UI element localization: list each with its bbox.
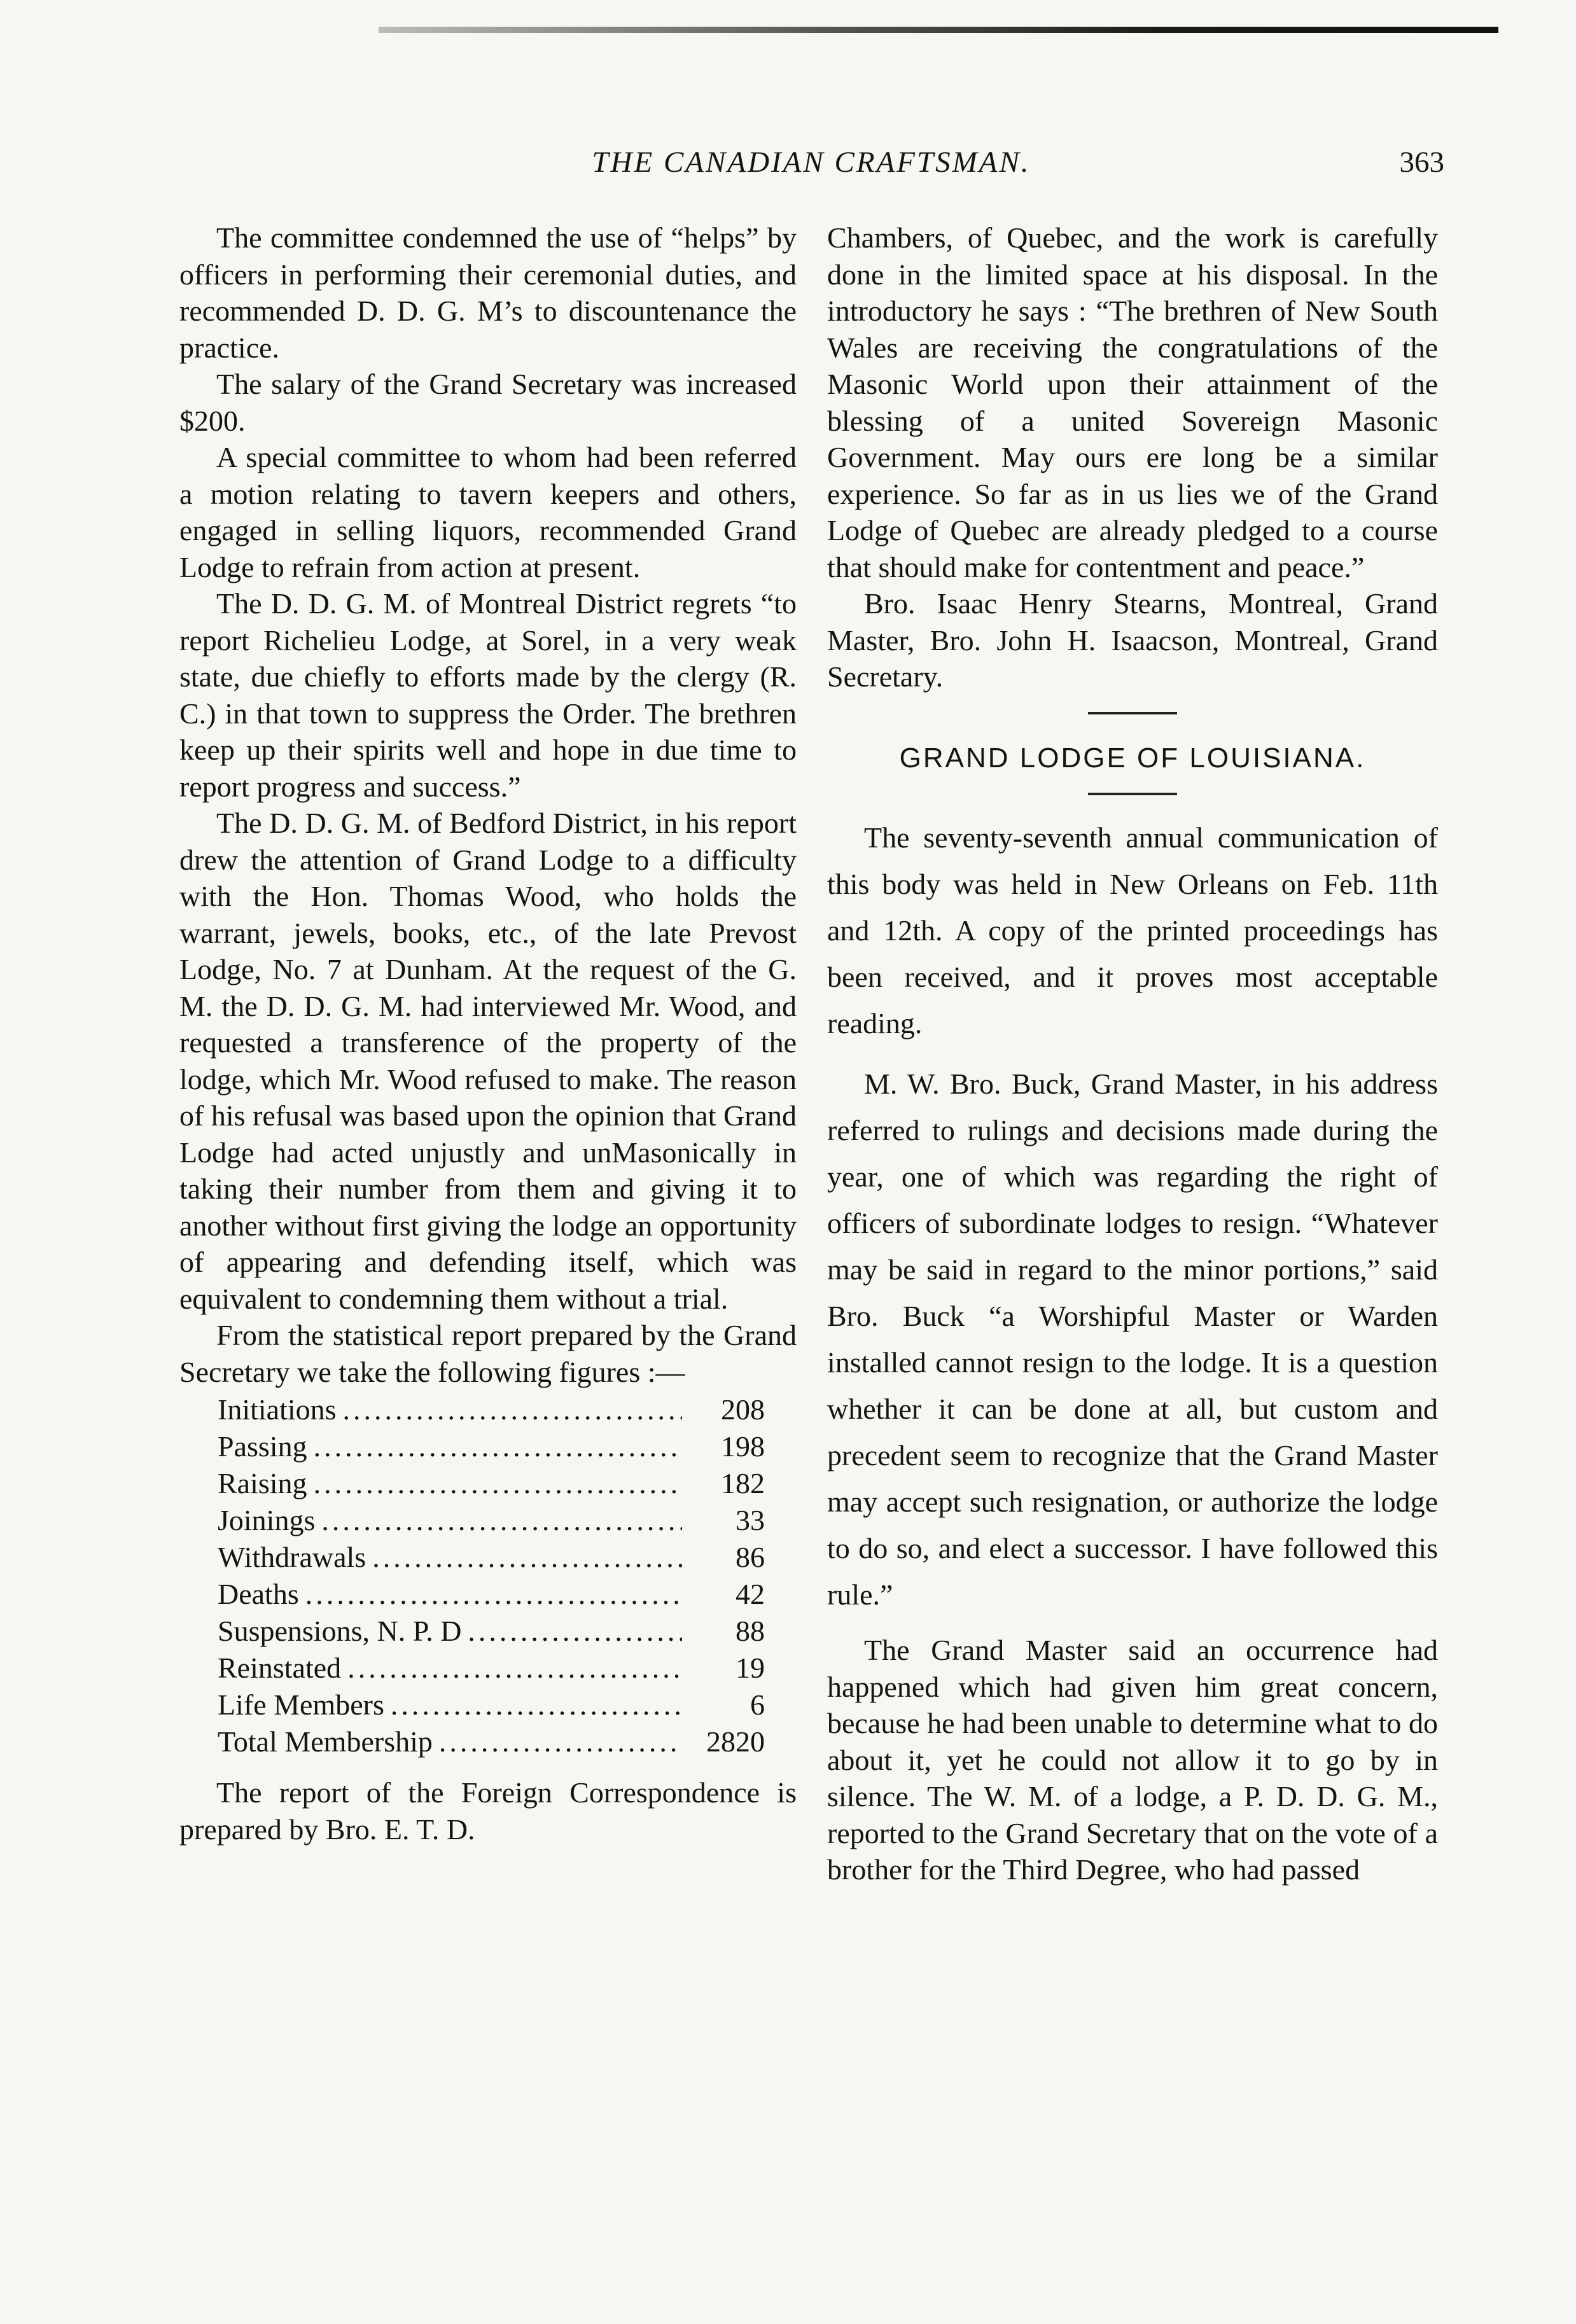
stat-value: 19 (736, 1652, 765, 1684)
stat-label: Passing (218, 1430, 307, 1463)
stat-label: Initiations (218, 1393, 337, 1426)
stat-value: 182 (721, 1467, 765, 1499)
stat-row (218, 1576, 765, 1613)
leader-dots (439, 1723, 682, 1760)
leader-dots (305, 1576, 682, 1613)
leader-dots (321, 1502, 682, 1539)
leader-dots (314, 1465, 682, 1502)
paragraph-foreign-correspondence: The report of the Foreign Correspondence is prepared by Bro. E. T. D. (179, 1776, 797, 1846)
stat-label: Withdrawals (218, 1541, 366, 1573)
leader-dots (314, 1428, 682, 1465)
stat-value: 208 (721, 1393, 765, 1426)
stat-row (218, 1391, 765, 1428)
paragraph-bedford-district: The D. D. G. M. of Bedford District, in his report drew the attention of Grand Lodge to a difficulty with the Hon. Thomas Wood, who holds the warrant, jewels, books, etc., of the late Prevost Lodge, No. 7 at Dunham. At the request of the G. M. the D. D. G. M. had interviewed Mr. Wood, and requested a transference of the property of the lodge, which Mr. Wood refused to make. The reason of his refusal was based upon the opinion that Grand Lodge had acted unjustly and unMasonically in taking their number from them and giving it to another without first giving the lodge an opportunity of appearing and defending itself, which was equivalent to condemning them without a trial. (179, 807, 797, 1315)
running-head: THE CANADIAN CRAFTSMAN. (592, 146, 1031, 179)
stat-row (218, 1428, 765, 1465)
stat-row (218, 1465, 765, 1502)
page-header (172, 145, 1451, 184)
stat-row (218, 1539, 765, 1576)
stat-row (218, 1687, 765, 1723)
paragraph-grand-officers: Bro. Isaac Henry Stearns, Montreal, Grand Master, Bro. John H. Isaacson, Montreal, Grand Secretary. (827, 587, 1438, 693)
paragraph-tavern-keepers: A special committee to whom had been referred a motion relating to tavern keepers and others, engaged in selling liquors, recommended Grand Lodge to refrain from action at present. (179, 441, 797, 583)
stat-value: 198 (721, 1430, 765, 1463)
leader-dots (343, 1391, 682, 1428)
right-column (827, 219, 1438, 1888)
paragraph-helps: The committee condemned the use of “helps” by officers in performing their ceremonial duties, and recommended D. D. G. M’s to discountenance the practice. (179, 221, 797, 364)
stat-label: Deaths (218, 1578, 299, 1610)
paragraph-occurrence: The Grand Master said an occurrence had happened which had given him great concern, because he had been unable to determine what to do about it, yet he could not allow it to go by in silence. The W. M. of a lodge, a P. D. D. G. M., reported to the Grand Secretary that on the vote of a brother for the Third Degree, who had passed (827, 1634, 1438, 1886)
statistics-table (218, 1391, 765, 1760)
stat-value: 86 (736, 1541, 765, 1573)
stat-label: Joinings (218, 1504, 316, 1536)
stat-row (218, 1502, 765, 1539)
leader-dots (468, 1613, 682, 1650)
stat-label: Suspensions, N. P. D (218, 1615, 462, 1647)
leader-dots (391, 1687, 682, 1723)
page-number: 363 (1399, 146, 1444, 179)
stat-row (218, 1723, 765, 1760)
top-decorative-rule (379, 27, 1498, 33)
stat-value: 2820 (706, 1725, 765, 1758)
paragraph-grand-master-address: M. W. Bro. Buck, Grand Master, in his address referred to rulings and decisions made during the year, one of which was regarding the right of officers of subordinate lodges to resign. “Whatever may be said in regard to the minor portions,” said Bro. Buck “a Worshipful Master or Warden installed cannot resign to the lodge. It is a question whether it can be done at all, but custom and precedent seem to recognize that the Grand Master may accept such resignation, or authorize the lodge to do so, and elect a successor. I have followed this rule.” (827, 1068, 1438, 1611)
section-heading: GRAND LODGE OF LOUISIANA. (899, 742, 1366, 774)
stat-row (218, 1650, 765, 1687)
stat-label: Life Members (218, 1688, 384, 1721)
stat-label: Raising (218, 1467, 307, 1499)
stat-label: Reinstated (218, 1652, 342, 1684)
stat-value: 33 (736, 1504, 765, 1536)
left-column (179, 219, 797, 1847)
leader-dots (372, 1539, 682, 1576)
stat-label: Total Membership (218, 1725, 433, 1758)
paragraph-salary: The salary of the Grand Secretary was increased $200. (179, 368, 797, 437)
paragraph-montreal-district: The D. D. G. M. of Montreal District regrets “to report Richelieu Lodge, at Sorel, in a very weak state, due chiefly to efforts made by the clergy (R. C.) in that town to suppress the Order. The brethren keep up their spirits well and hope in due time to report progress and success.” (179, 587, 797, 803)
leader-dots (347, 1650, 682, 1687)
stat-row (218, 1613, 765, 1650)
stat-value: 88 (736, 1615, 765, 1647)
paragraph-annual-communication: The seventy-seventh annual communication of this body was held in New Orleans on Feb. 11th and 12th. A copy of the printed proceedings has been received, and it proves most acceptable reading. (827, 821, 1438, 1040)
stat-value: 6 (750, 1688, 765, 1721)
section-divider (1088, 712, 1177, 714)
section-divider (1088, 793, 1177, 795)
stat-value: 42 (736, 1578, 765, 1610)
paragraph-statistics-intro: From the statistical report prepared by the Grand Secretary we take the following figures :— (179, 1319, 797, 1388)
paragraph-continued-quebec: Chambers, of Quebec, and the work is carefully done in the limited space at his disposal. In the introductory he says : “The brethren of New South Wales are receiving the congratulations of the Masonic World upon their attainment of the blessing of a united Sovereign Masonic Government. May ours ere long be a similar experience. So far as in us lies we of the Grand Lodge of Quebec are already pledged to a course that should make for contentment and peace.” (827, 221, 1438, 583)
